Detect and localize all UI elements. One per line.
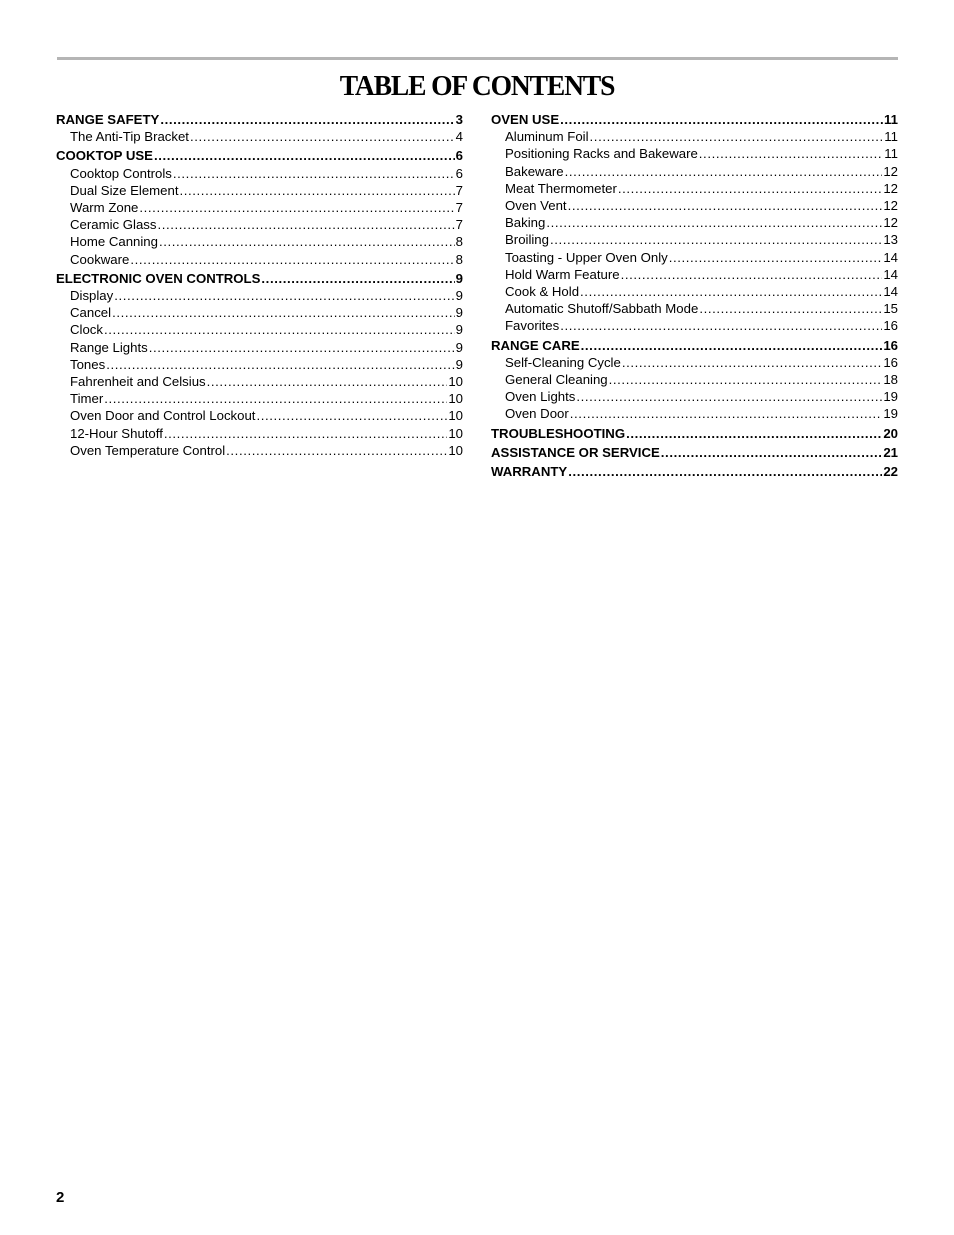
toc-entry-label: Dual Size Element xyxy=(70,182,179,198)
dot-leader xyxy=(565,163,883,180)
toc-entry-page: 13 xyxy=(883,232,898,248)
dot-leader xyxy=(130,251,454,268)
toc-entry-page: 11 xyxy=(884,146,898,162)
toc-entry-home-canning[interactable] xyxy=(56,233,463,250)
toc-entry-page: 9 xyxy=(455,356,463,372)
toc-entry-page: 9 xyxy=(455,288,463,304)
toc-entry-page: 10 xyxy=(448,442,463,458)
toc-entry-label: Oven Vent xyxy=(505,198,567,214)
toc-entry-label: Broiling xyxy=(505,232,549,248)
dot-leader xyxy=(104,390,447,407)
toc-entry-page: 9 xyxy=(455,322,463,338)
toc-entry-self-cleaning-cycle[interactable] xyxy=(491,354,898,371)
toc-entry-ceramic-glass[interactable] xyxy=(56,216,463,233)
toc-entry-page: 16 xyxy=(883,337,898,353)
toc-entry-label: Tones xyxy=(70,356,106,372)
toc-entry-label: TROUBLESHOOTING xyxy=(491,425,626,441)
toc-entry-page: 16 xyxy=(883,318,898,334)
toc-entry-page: 7 xyxy=(455,200,463,216)
toc-entry-label: Positioning Racks and Bakeware xyxy=(505,146,698,162)
dot-leader xyxy=(560,111,883,128)
toc-entry-cookware[interactable] xyxy=(56,251,463,268)
dot-leader xyxy=(622,354,883,371)
toc-entry-tones[interactable] xyxy=(56,356,463,373)
toc-entry-hold-warm-feature[interactable] xyxy=(491,266,898,283)
toc-entry-aluminum-foil[interactable] xyxy=(491,128,898,145)
dot-leader xyxy=(112,304,455,321)
toc-entry-label: Baking xyxy=(505,215,546,231)
toc-entry-page: 12 xyxy=(883,180,898,196)
toc-entry-page: 10 xyxy=(448,408,463,424)
toc-entry-label: Self-Cleaning Cycle xyxy=(505,354,621,370)
toc-entry-label: Oven Temperature Control xyxy=(70,442,226,458)
toc-entry-cook-and-hold[interactable] xyxy=(491,283,898,300)
toc-entry-page: 14 xyxy=(883,284,898,300)
dot-leader xyxy=(139,199,454,216)
toc-entry-automatic-shutoff-sabbath-mode[interactable] xyxy=(491,300,898,317)
toc-entry-baking[interactable] xyxy=(491,214,898,231)
toc-entry-label: General Cleaning xyxy=(505,372,608,388)
toc-entry-display[interactable] xyxy=(56,287,463,304)
toc-entry-label: Oven Door and Control Lockout xyxy=(70,408,256,424)
dot-leader xyxy=(580,283,882,300)
toc-entry-fahrenheit-and-celsius[interactable] xyxy=(56,373,463,390)
toc-entry-page: 10 xyxy=(448,374,463,390)
toc-entry-page: 8 xyxy=(455,251,463,267)
toc-entry-page: 12 xyxy=(883,198,898,214)
toc-entry-label: Cookware xyxy=(70,251,130,267)
page-title: TABLE OF CONTENTS xyxy=(339,70,615,102)
dot-leader xyxy=(149,339,455,356)
dot-leader xyxy=(590,128,884,145)
toc-entry-page: 15 xyxy=(883,301,898,317)
dot-leader xyxy=(626,425,882,442)
dot-leader xyxy=(114,287,454,304)
toc-right-column xyxy=(491,110,898,480)
toc-entry-bakeware[interactable] xyxy=(491,163,898,180)
dot-leader xyxy=(173,165,455,182)
toc-entry-label: COOKTOP USE xyxy=(56,148,153,164)
dot-leader xyxy=(160,111,454,128)
dot-leader xyxy=(164,425,447,442)
toc-entry-page: 7 xyxy=(455,217,463,233)
dot-leader xyxy=(157,216,454,233)
dot-leader xyxy=(560,317,882,334)
toc-section-cooktop-use[interactable] xyxy=(56,147,463,164)
toc-entry-page: 7 xyxy=(455,182,463,198)
toc-entry-page: 9 xyxy=(455,339,463,355)
toc-entry-page: 10 xyxy=(448,391,463,407)
toc-section-oven-use[interactable] xyxy=(491,111,898,128)
toc-entry-label: RANGE CARE xyxy=(491,337,580,353)
top-rule xyxy=(57,57,898,60)
toc-entry-timer[interactable] xyxy=(56,390,463,407)
toc-entry-cancel[interactable] xyxy=(56,304,463,321)
dot-leader xyxy=(256,407,447,424)
toc-section-range-care[interactable] xyxy=(491,337,898,354)
toc-entry-oven-temperature-control[interactable] xyxy=(56,442,463,459)
toc-entry-label: Favorites xyxy=(505,318,560,334)
toc-entry-label: ELECTRONIC OVEN CONTROLS xyxy=(56,270,261,286)
toc-entry-page: 6 xyxy=(455,148,463,164)
toc-entry-label: Cancel xyxy=(70,305,112,321)
toc-entry-page: 3 xyxy=(455,112,463,127)
toc-entry-page: 11 xyxy=(884,129,898,145)
toc-entry-label: The Anti-Tip Bracket xyxy=(70,129,189,145)
toc-entry-oven-door[interactable] xyxy=(491,405,898,422)
toc-entry-oven-lights[interactable] xyxy=(491,388,898,405)
dot-leader xyxy=(226,442,447,459)
dot-leader xyxy=(568,197,883,214)
toc-entry-label: Aluminum Foil xyxy=(505,129,589,145)
toc-entry-page: 12 xyxy=(883,163,898,179)
dot-leader xyxy=(568,463,882,480)
toc-entry-label: Timer xyxy=(70,391,104,407)
toc-entry-page: 16 xyxy=(883,354,898,370)
toc-entry-label: Oven Lights xyxy=(505,389,576,405)
toc-entry-label: Hold Warm Feature xyxy=(505,266,620,282)
toc-entry-label: 12-Hour Shutoff xyxy=(70,425,163,441)
dot-leader xyxy=(570,405,883,422)
dot-leader xyxy=(699,300,882,317)
dot-leader xyxy=(207,373,448,390)
toc-entry-page: 11 xyxy=(884,112,898,127)
toc-entry-page: 22 xyxy=(883,464,898,480)
toc-entry-label: Automatic Shutoff/Sabbath Mode xyxy=(505,301,699,317)
toc-entry-12-hour-shutoff[interactable] xyxy=(56,425,463,442)
toc-section-warranty[interactable] xyxy=(491,463,898,480)
toc-entry-label: Oven Door xyxy=(505,406,569,422)
toc-section-range-safety[interactable] xyxy=(56,111,463,128)
toc-entry-warm-zone[interactable] xyxy=(56,199,463,216)
toc-entry-general-cleaning[interactable] xyxy=(491,371,898,388)
toc-entry-broiling[interactable] xyxy=(491,231,898,248)
toc-entry-the-anti-tip-bracket[interactable] xyxy=(56,128,463,145)
toc-entry-label: WARRANTY xyxy=(491,464,568,480)
toc-entry-label: Meat Thermometer xyxy=(505,180,617,196)
toc-entry-label: Cook & Hold xyxy=(505,284,580,300)
toc-section-troubleshooting[interactable] xyxy=(491,425,898,442)
dot-leader xyxy=(159,233,455,250)
toc-entry-label: RANGE SAFETY xyxy=(56,112,160,127)
toc-entry-page: 8 xyxy=(455,234,463,250)
toc-entry-page: 9 xyxy=(455,270,463,286)
toc-entry-label: Bakeware xyxy=(505,163,564,179)
toc-entry-meat-thermometer[interactable] xyxy=(491,180,898,197)
toc-entry-label: Display xyxy=(70,288,114,304)
toc-entry-oven-vent[interactable] xyxy=(491,197,898,214)
toc-entry-clock[interactable] xyxy=(56,321,463,338)
dot-leader xyxy=(581,337,883,354)
toc-section-assistance-or-service[interactable] xyxy=(491,444,898,461)
toc-entry-label: Range Lights xyxy=(70,339,148,355)
dot-leader xyxy=(576,388,882,405)
toc-entry-cooktop-controls[interactable] xyxy=(56,165,463,182)
toc-entry-page: 4 xyxy=(455,129,463,145)
toc-entry-oven-door-and-control-lockout[interactable] xyxy=(56,407,463,424)
dot-leader xyxy=(669,249,883,266)
toc-entry-page: 19 xyxy=(883,389,898,405)
dot-leader xyxy=(190,128,455,145)
toc-entry-label: Cooktop Controls xyxy=(70,165,172,181)
dot-leader xyxy=(106,356,454,373)
toc-entry-page: 12 xyxy=(883,215,898,231)
toc-entry-page: 21 xyxy=(883,444,898,460)
toc-entry-label: Fahrenheit and Celsius xyxy=(70,374,206,390)
dot-leader xyxy=(661,444,883,461)
toc-entry-label: Ceramic Glass xyxy=(70,217,157,233)
dot-leader xyxy=(154,147,455,164)
dot-leader xyxy=(609,371,883,388)
dot-leader xyxy=(621,266,883,283)
dot-leader xyxy=(104,321,455,338)
toc-entry-favorites[interactable] xyxy=(491,317,898,334)
toc-entry-label: Clock xyxy=(70,322,103,338)
toc-entry-page: 19 xyxy=(883,406,898,422)
toc-left-column xyxy=(56,110,463,459)
toc-entry-label: Warm Zone xyxy=(70,200,139,216)
dot-leader xyxy=(546,214,882,231)
toc-entry-label: OVEN USE xyxy=(491,112,560,127)
toc-entry-page: 10 xyxy=(448,425,463,441)
dot-leader xyxy=(550,231,882,248)
toc-entry-range-lights[interactable] xyxy=(56,339,463,356)
toc-entry-label: Toasting - Upper Oven Only xyxy=(505,249,668,265)
toc-entry-page: 9 xyxy=(455,305,463,321)
dot-leader xyxy=(699,145,884,162)
toc-entry-label: Home Canning xyxy=(70,234,158,250)
dot-leader xyxy=(261,270,454,287)
toc-entry-page: 6 xyxy=(455,165,463,181)
toc-entry-toasting-upper-oven-only[interactable] xyxy=(491,249,898,266)
toc-entry-label: ASSISTANCE OR SERVICE xyxy=(491,444,660,460)
toc-entry-page: 18 xyxy=(883,372,898,388)
toc-entry-dual-size-element[interactable] xyxy=(56,182,463,199)
dot-leader xyxy=(179,182,454,199)
dot-leader xyxy=(618,180,882,197)
toc-entry-page: 14 xyxy=(883,249,898,265)
toc-entry-page: 14 xyxy=(883,266,898,282)
toc-entry-positioning-racks-and-bakeware[interactable] xyxy=(491,145,898,162)
toc-section-electronic-oven-controls[interactable] xyxy=(56,270,463,287)
page-number: 2 xyxy=(56,1189,65,1206)
toc-entry-page: 20 xyxy=(883,425,898,441)
